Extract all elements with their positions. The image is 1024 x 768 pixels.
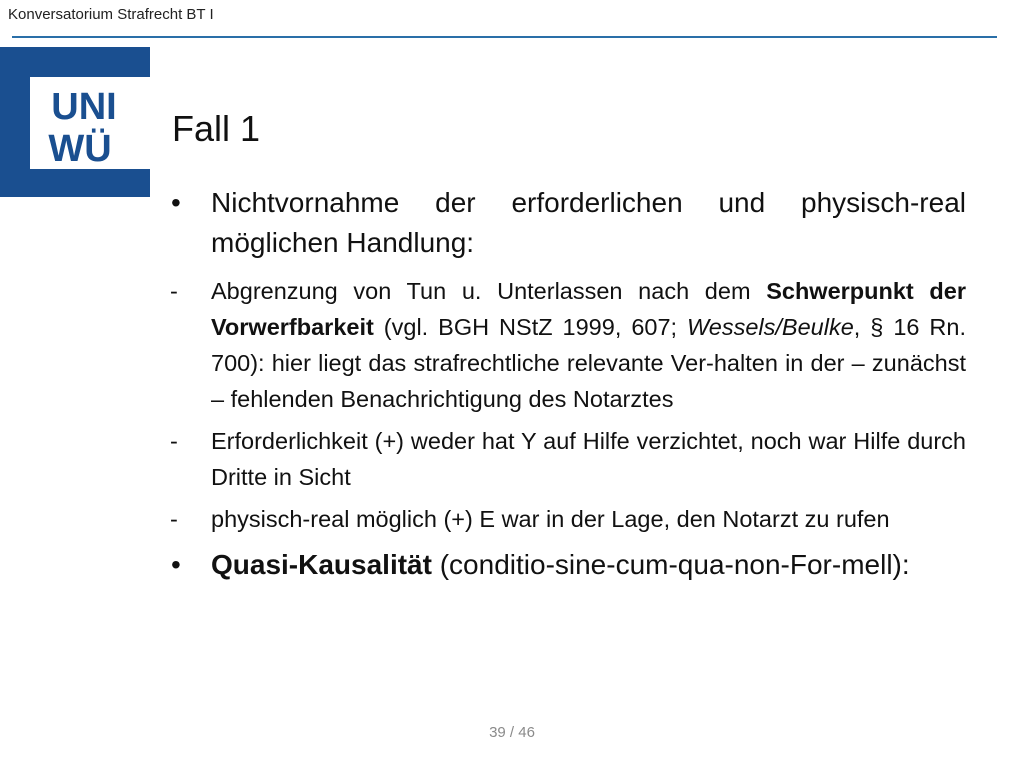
- header-divider: [12, 36, 997, 38]
- slide-content: [168, 183, 966, 595]
- sub-text: physisch-real möglich (+) E war in der Lage, den Notarzt zu rufen: [211, 506, 890, 532]
- sub-item-abgrenzung: [168, 273, 966, 417]
- sub-text: Erforderlichkeit (+) weder hat Y auf Hilfe verzichtet, noch war Hilfe durch Dritte in Sicht: [211, 428, 966, 490]
- dash-marker: -: [170, 428, 178, 454]
- bullet-item-quasi-kausalitaet: [168, 545, 966, 585]
- dash-marker: -: [170, 278, 178, 304]
- bullet-marker: •: [171, 187, 181, 218]
- dash-marker: -: [170, 506, 178, 532]
- logo-line-uni: UNI: [51, 86, 117, 128]
- presentation-title: Konversatorium Strafrecht BT I: [8, 6, 214, 23]
- sub-text-bold: Schwerpunkt der Vorwerfbarkeit: [211, 278, 966, 340]
- bullet-marker: •: [171, 549, 181, 580]
- bullet-text-bold: Quasi-Kausalität: [211, 549, 432, 580]
- sub-text-part: Abgrenzung von Tun u. Unterlassen nach dem: [211, 278, 767, 304]
- uni-wuerzburg-logo: [0, 47, 150, 197]
- sub-item-erforderlichkeit: [168, 423, 966, 495]
- logo-graphic: [0, 47, 150, 197]
- bullet-item-handlung: [168, 183, 966, 263]
- bullet-text: Nichtvornahme der erforderlichen und physisch-real möglichen Handlung:: [211, 187, 966, 258]
- slide-title: Fall 1: [172, 108, 261, 149]
- sub-text-part: , § 16 Rn. 700): hier liegt das strafrechtliche relevante Ver-halten in der – zunächst – fehlenden Benachrichtigung des Notarztes: [211, 314, 966, 412]
- logo-line-wue: WÜ: [48, 128, 112, 170]
- sub-text-part: (vgl. BGH NStZ 1999, 607;: [373, 314, 688, 340]
- bullet-text: (conditio-sine-cum-qua-non-For-mell):: [431, 549, 910, 580]
- sub-text-italic: Wessels/Beulke: [687, 314, 854, 340]
- page-number: 39 / 46: [489, 724, 535, 741]
- sub-item-physisch-real: [168, 501, 966, 537]
